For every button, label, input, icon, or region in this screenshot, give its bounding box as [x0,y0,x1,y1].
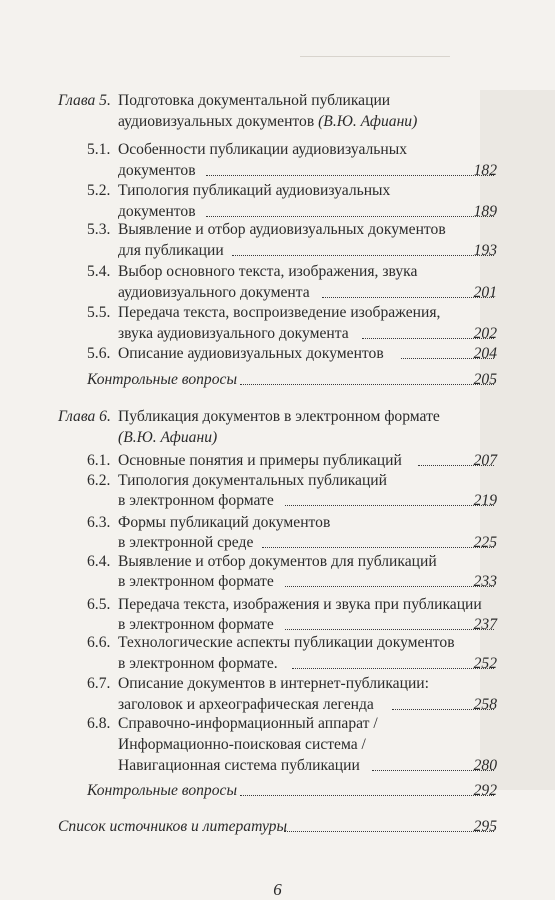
dot-leader [206,216,494,217]
toc-item-line2: в электронном формате [118,492,274,509]
toc-item-page: 233 [473,573,497,590]
toc-item-line2: Информационно-поисковая система / [118,736,366,753]
toc-item-line1: Особенности публикации аудиовизуальных [118,141,408,158]
chapter-5-title-line2-text: аудиовизуальных документов [118,113,315,130]
toc-item-number: 6.8. [87,715,111,732]
toc-item-page: 193 [473,242,497,259]
control-questions-label: Контрольные вопросы [87,371,238,388]
toc-item-page: 202 [473,325,497,342]
toc-item-line1: Справочно-информационный аппарат / [118,715,378,732]
dot-leader [240,795,494,796]
control-questions-label: Контрольные вопросы [87,782,238,799]
toc-item-line1: Передача текста, воспроизведение изображения, [118,304,441,321]
dot-leader [285,629,494,630]
toc-item-page: 204 [473,345,497,362]
page-number: 6 [273,880,282,899]
toc-item-page: 182 [473,162,497,179]
toc-item-line1: Основные понятия и примеры публикаций [118,452,402,469]
toc-item-line1: Выявление и отбор документов для публикаций [118,553,437,570]
chapter-5-title-line1: Подготовка документальной публикации [118,92,391,109]
toc-item-number: 5.4. [87,263,111,280]
chapter-5-author: (В.Ю. Афиани) [318,113,418,130]
toc-item-number: 6.3. [87,514,111,531]
control-questions-page: 205 [473,371,497,388]
toc-item-line2: документов [118,162,196,179]
dot-leader [240,384,494,385]
toc-item-number: 6.7. [87,675,111,692]
chapter-5-label: Глава 5. [58,92,111,109]
dot-leader [284,831,494,832]
toc-item-line1: Выбор основного текста, изображения, звука [118,263,418,280]
toc-item-page: 280 [473,757,497,774]
toc-item-page: 219 [473,492,497,509]
toc-item-number: 5.3. [87,221,111,238]
toc-item-line1: Выявление и отбор аудиовизуальных документов [118,221,446,238]
toc-item-line1: Формы публикаций документов [118,514,331,531]
toc-item-page: 189 [473,203,497,220]
toc-item-number: 6.6. [87,634,111,651]
toc-item-line2: аудиовизуального документа [118,284,310,301]
toc-item-line2: звука аудиовизуального документа [118,325,349,342]
dot-leader [232,255,494,256]
toc-item-number: 6.4. [87,553,111,570]
dot-leader [292,668,494,669]
toc-item-line1: Передача текста, изображения и звука при публикации [118,596,482,613]
chapter-6-author: (В.Ю. Афиани) [118,429,218,446]
toc-item-line2: в электронном формате [118,616,274,633]
chapter-5-title-line2 [118,111,417,132]
toc-item-line2: для публикации [118,242,224,259]
toc-item-number: 5.1. [87,141,111,158]
toc-item-number: 5.6. [87,345,111,362]
toc-item-line2: документов [118,203,196,220]
sources-page: 295 [473,818,497,835]
sources-label: Список источников и литературы [58,818,288,835]
toc-item-number: 6.2. [87,472,111,489]
dot-leader [206,175,494,176]
toc-item-page: 201 [473,284,497,301]
dot-leader [285,505,494,506]
chapter-6-label: Глава 6. [58,408,111,425]
dot-leader [262,547,494,548]
toc-item-number: 6.1. [87,452,111,469]
toc-item-page: 225 [473,534,497,551]
dot-leader [322,297,494,298]
toc-item-number: 5.5. [87,304,111,321]
toc-item-line1: Описание документов в интернет-публикации: [118,675,429,692]
toc-item-line2: заголовок и археографическая легенда [118,696,374,713]
dot-leader [285,586,494,587]
toc-item-page: 207 [473,452,497,469]
toc-item-line2: в электронном формате [118,573,274,590]
control-questions-page: 292 [473,782,497,799]
toc-item-line3: Навигационная система публикации [118,757,360,774]
toc-item-number: 6.5. [87,596,111,613]
toc-item-page: 252 [473,655,497,672]
chapter-6-title-line1: Публикация документов в электронном формате [118,408,440,425]
toc-item-number: 5.2. [87,182,111,199]
toc-item-line2: в электронной среде [118,534,254,551]
toc-item-line1: Описание аудиовизуальных документов [118,345,384,362]
toc-item-page: 237 [473,616,497,633]
toc-item-line1: Типология публикаций аудиовизуальных [118,182,391,199]
toc-item-line2: в электронном формате. [118,655,278,672]
toc-item-line1: Типология документальных публикаций [118,472,387,489]
toc-item-line1: Технологические аспекты публикации документов [118,634,455,651]
toc-item-page: 258 [473,696,497,713]
